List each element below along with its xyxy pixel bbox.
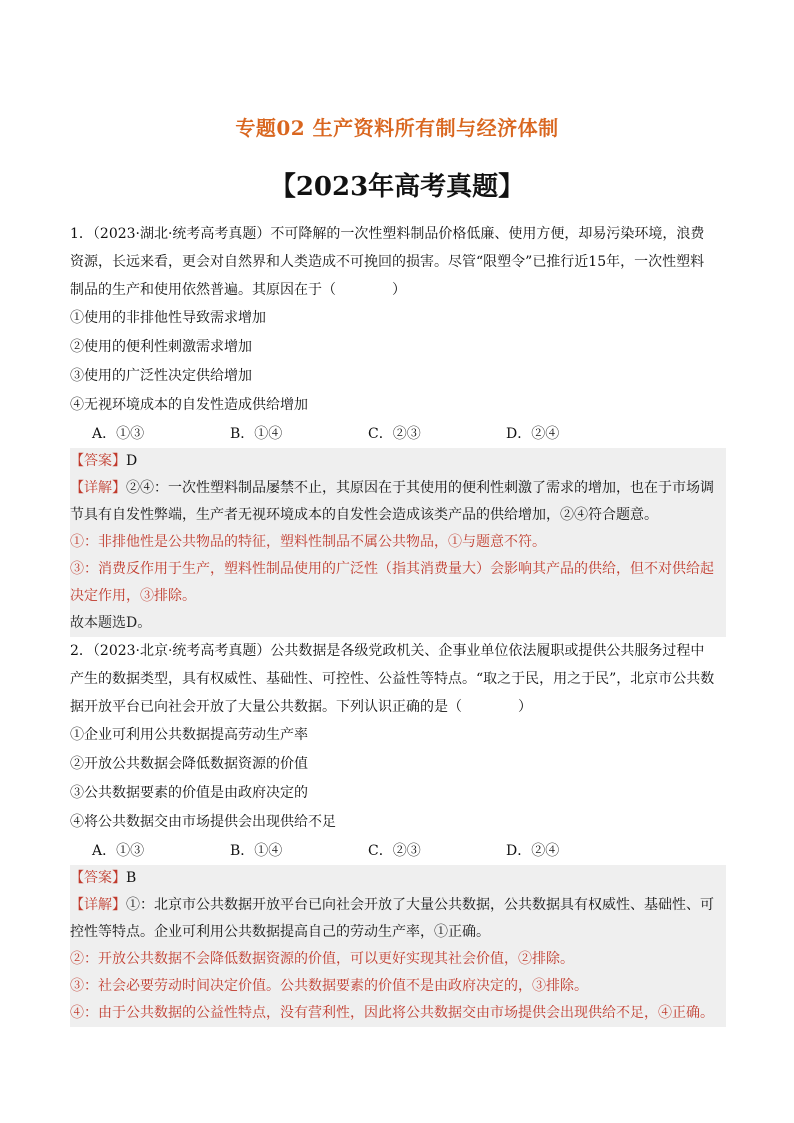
statement-option: ④无视环境成本的自发性造成供给增加 [70, 397, 308, 413]
statement-option: ③公共数据要素的价值是由政府决定的 [70, 785, 308, 801]
detail-text: 控性等特点。企业可利用公共数据提高自己的劳动生产率，①正确。 [70, 924, 490, 940]
question-stem: 据开放平台已向社会开放了大量公共数据。下列认识正确的是（ ） [70, 699, 532, 715]
conclusion-line: 故本题选D。 [70, 615, 152, 631]
detail-text: ①：北京市公共数据开放平台已向社会开放了大量公共数据，公共数据具有权威性、基础性、可 [126, 897, 714, 913]
statement-option: ①企业可利用公共数据提高劳动生产率 [70, 727, 308, 743]
answer-section [70, 865, 726, 1027]
answer-value: B [126, 870, 137, 886]
document-title: 专题02 生产资料所有制与经济体制 [235, 116, 559, 140]
explanation-line: 决定作用，③排除。 [70, 588, 196, 604]
answer-section [70, 448, 726, 637]
explanation-line: ③：社会必要劳动时间决定价值。公共数据要素的价值不是由政府决定的，③排除。 [70, 978, 588, 994]
detail-tag: 【详解】 [70, 480, 126, 496]
statement-option: ②开放公共数据会降低数据资源的价值 [70, 756, 308, 772]
detail-text: ②④：一次性塑料制品屡禁不止，其原因在于其使用的便利性刺激了需求的增加，也在于市场调 [126, 480, 714, 496]
explanation-line: ③：消费反作用于生产，塑料性制品使用的广泛性（指其消费量大）会影响其产品的供给，但不对供给起 [70, 561, 714, 577]
answer-choices [70, 837, 726, 865]
question-stem: 资源，长远来看，更会对自然界和人类造成不可挽回的损害。尽管“限塑令”已推行近15年，一次性塑料 [70, 254, 705, 270]
answer-choices [70, 420, 726, 448]
answer-line [70, 448, 726, 475]
statement-option: ③使用的广泛性决定供给增加 [70, 368, 252, 384]
statement-option: ①使用的非排他性导致需求增加 [70, 310, 266, 326]
explanation-line: ②：开放公共数据不会降低数据资源的价值，可以更好实现其社会价值，②排除。 [70, 951, 574, 967]
choice-a: A．①③ [92, 426, 145, 442]
question-stem: 1．（2023·湖北·统考高考真题）不可降解的一次性塑料制品价格低廉、使用方便，却易污染环境，浪费 [70, 226, 705, 242]
answer-line [70, 865, 726, 892]
question-2 [70, 637, 726, 1027]
document-body [70, 220, 726, 1027]
question-1 [70, 220, 726, 637]
section-title: 【2023年高考真题】 [269, 172, 525, 202]
question-stem: 制品的生产和使用依然普遍。其原因在于（ ） [70, 282, 406, 298]
choice-b: B．①④ [230, 426, 283, 442]
answer-value: D [126, 453, 138, 469]
question-stem: 产生的数据类型，具有权威性、基础性、可控性、公益性等特点。“取之于民，用之于民”，北京市公共数 [70, 671, 715, 687]
statement-option: ②使用的便利性刺激需求增加 [70, 339, 252, 355]
question-stem: 2．（2023·北京·统考高考真题）公共数据是各级党政机关、企事业单位依法履职或提供公共服务过程中 [70, 643, 705, 659]
choice-d: D．②④ [506, 843, 560, 859]
detail-tag: 【详解】 [70, 897, 126, 913]
answer-tag: 【答案】 [70, 453, 126, 469]
explanation-line: ④：由于公共数据的公益性特点，没有营利性，因此将公共数据交由市场提供会出现供给不足，④正确。 [70, 1005, 714, 1021]
detail-line [70, 475, 726, 502]
choice-c: C．②③ [368, 843, 421, 859]
choice-d: D．②④ [506, 426, 560, 442]
explanation-line: ①：非排他性是公共物品的特征，塑料性制品不属公共物品，①与题意不符。 [70, 534, 546, 550]
detail-line [70, 892, 726, 919]
answer-tag: 【答案】 [70, 870, 126, 886]
choice-c: C．②③ [368, 426, 421, 442]
detail-text: 节具有自发性弊端，生产者无视环境成本的自发性会造成该类产品的供给增加，②④符合题意。 [70, 507, 658, 523]
choice-b: B．①④ [230, 843, 283, 859]
statement-option: ④将公共数据交由市场提供会出现供给不足 [70, 814, 336, 830]
choice-a: A．①③ [92, 843, 145, 859]
